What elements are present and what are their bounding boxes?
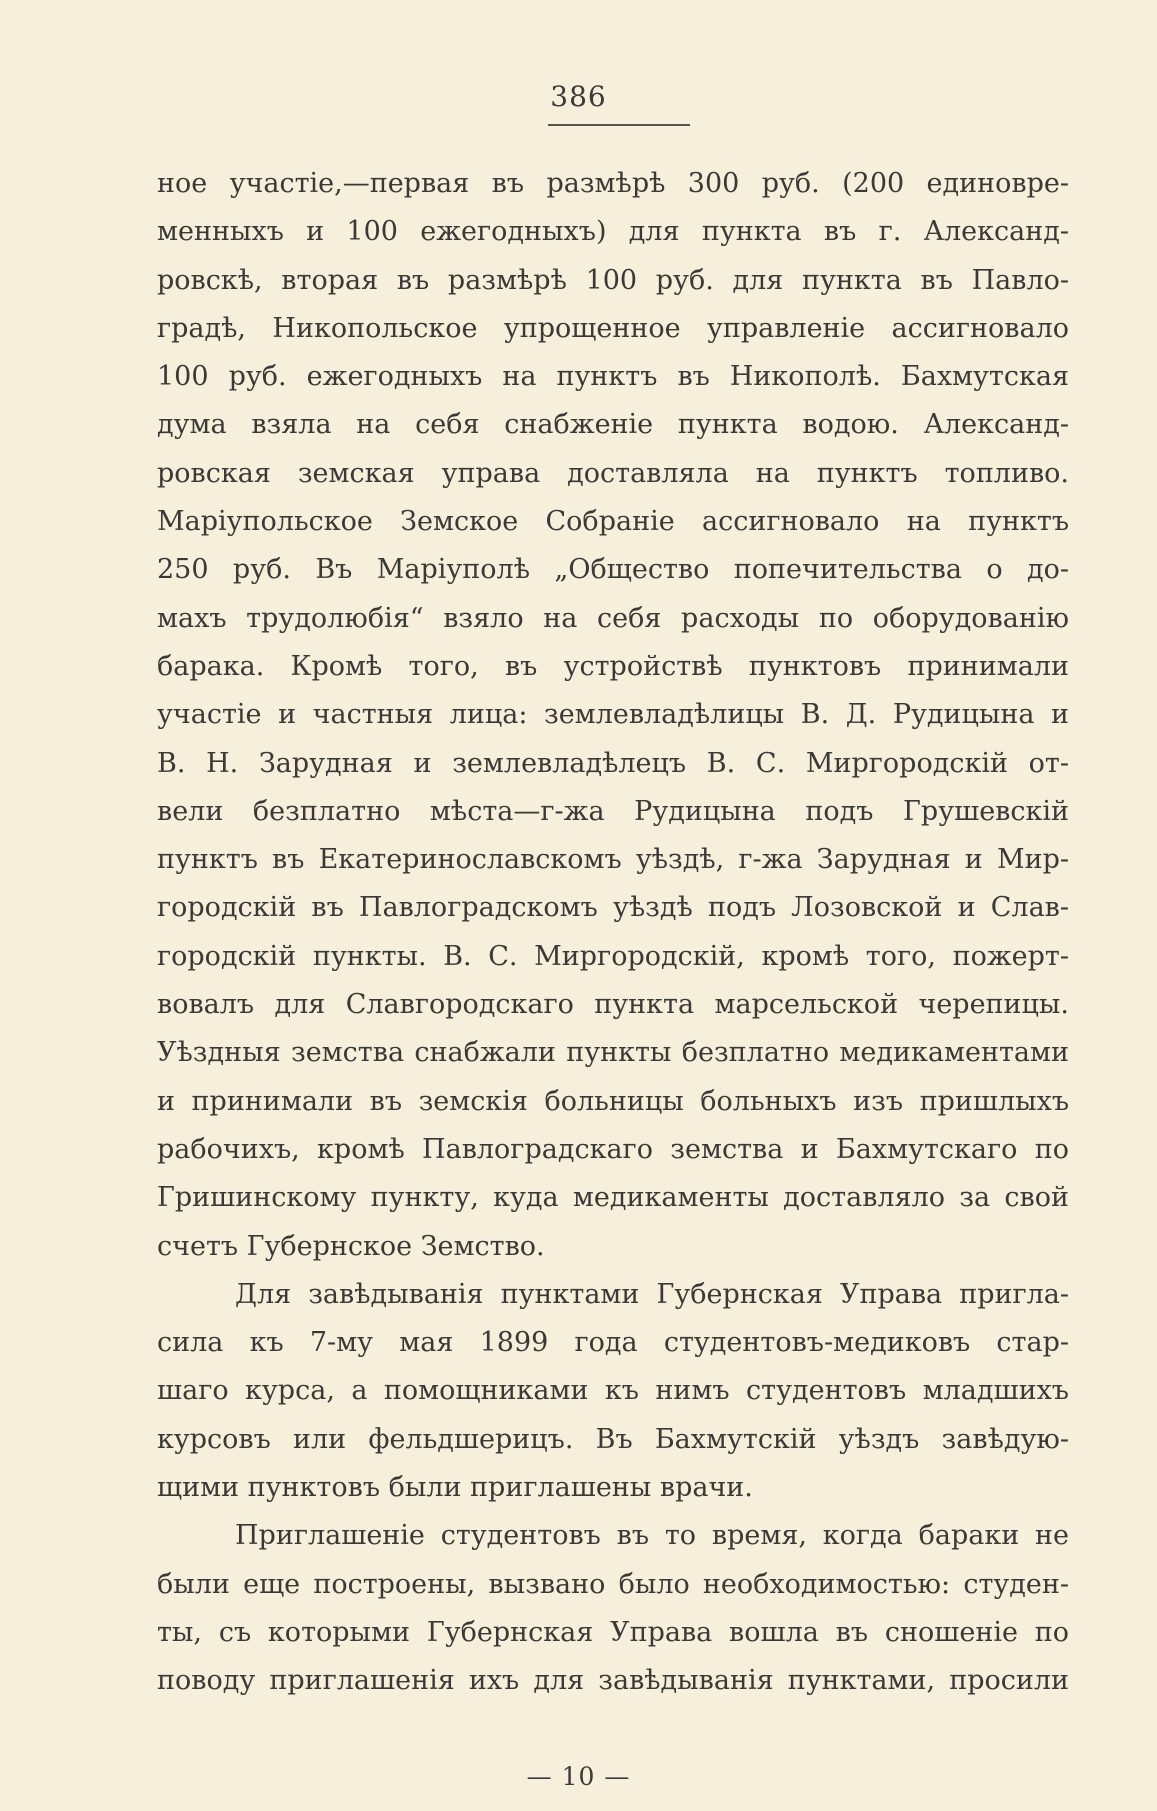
text-line: городскій пункты. В. С. Миргородскій, кромѣ того, пожерт- [157, 940, 1069, 972]
text-line: пунктъ въ Екатеринославскомъ уѣздѣ, г-жа Зарудная и Мир- [157, 844, 1069, 876]
text-line: менныхъ и 100 ежегодныхъ) для пункта въ г. Александ- [157, 216, 1069, 248]
page-number: 386 [550, 80, 607, 113]
text-line: и принимали въ земскія больницы больныхъ изъ пришлыхъ [157, 1085, 1069, 1117]
text-line: 100 руб. ежегодныхъ на пунктъ въ Никополѣ. Бахмутская [157, 361, 1069, 393]
text-line: Уѣздныя земства снабжали пункты безплатно медикаментами [157, 1037, 1069, 1069]
text-line: были еще построены, вызвано было необходимостью: студен- [157, 1568, 1069, 1600]
signature-mark: — 10 — [526, 1762, 631, 1791]
text-line: Для завѣдыванія пунктами Губернская Управа пригла- [235, 1278, 1069, 1310]
text-line: вовалъ для Славгородскаго пункта марсельской черепицы. [157, 989, 1069, 1021]
text-line: шаго курса, а помощниками къ нимъ студентовъ младшихъ [157, 1375, 1069, 1407]
text-line: городскій въ Павлоградскомъ уѣздѣ подъ Лозовской и Слав- [157, 892, 1069, 924]
text-line: Маріупольское Земское Собраніе ассигновало на пунктъ [157, 506, 1069, 538]
text-line: участіе и частныя лица: землевладѣлицы В. Д. Рудицына и [157, 699, 1069, 731]
text-line: Гришинскому пункту, куда медикаменты доставляло за свой [157, 1182, 1069, 1214]
text-line: дума взяла на себя снабженіе пункта водою. Александ- [157, 409, 1069, 441]
text-line: ты, съ которыми Губернская Управа вошла въ сношеніе по [157, 1616, 1069, 1648]
text-line: 250 руб. Въ Маріуполѣ „Общество попечительства о до- [157, 554, 1069, 586]
text-line: рабочихъ, кромѣ Павлоградскаго земства и Бахмутскаго по [157, 1133, 1069, 1165]
text-line: махъ трудолюбія“ взяло на себя расходы по оборудованію [157, 602, 1069, 634]
page-number-rule [548, 124, 690, 126]
text-line: сила къ 7-му мая 1899 года студентовъ-медиковъ стар- [157, 1327, 1069, 1359]
text-line: вели безплатно мѣста—г-жа Рудицына подъ Грушевскій [157, 795, 1069, 827]
body-text [157, 160, 1069, 1706]
text-line: барака. Кромѣ того, въ устройствѣ пунктовъ принимали [157, 650, 1069, 682]
text-line: ное участіе,—первая въ размѣрѣ 300 руб. (200 единовре- [157, 168, 1069, 199]
text-line: градѣ, Никопольское упрощенное управленіе ассигновало [157, 312, 1069, 344]
text-line: счетъ Губернское Земство. [157, 1230, 545, 1262]
text-line: Приглашеніе студентовъ въ то время, когда бараки не [235, 1520, 1069, 1552]
text-line: поводу приглашенія ихъ для завѣдыванія пунктами, просили [157, 1665, 1069, 1697]
text-line: щими пунктовъ были приглашены врачи. [157, 1472, 753, 1504]
text-line: В. Н. Зарудная и землевладѣлецъ В. С. Миргородскій от- [157, 747, 1069, 779]
text-line: ровская земская управа доставляла на пунктъ топливо. [157, 457, 1069, 489]
text-line: ровскѣ, вторая въ размѣрѣ 100 руб. для пункта въ Павло- [157, 264, 1069, 296]
text-line: курсовъ или фельдшерицъ. Въ Бахмутскій уѣздъ завѣдую- [157, 1423, 1069, 1455]
